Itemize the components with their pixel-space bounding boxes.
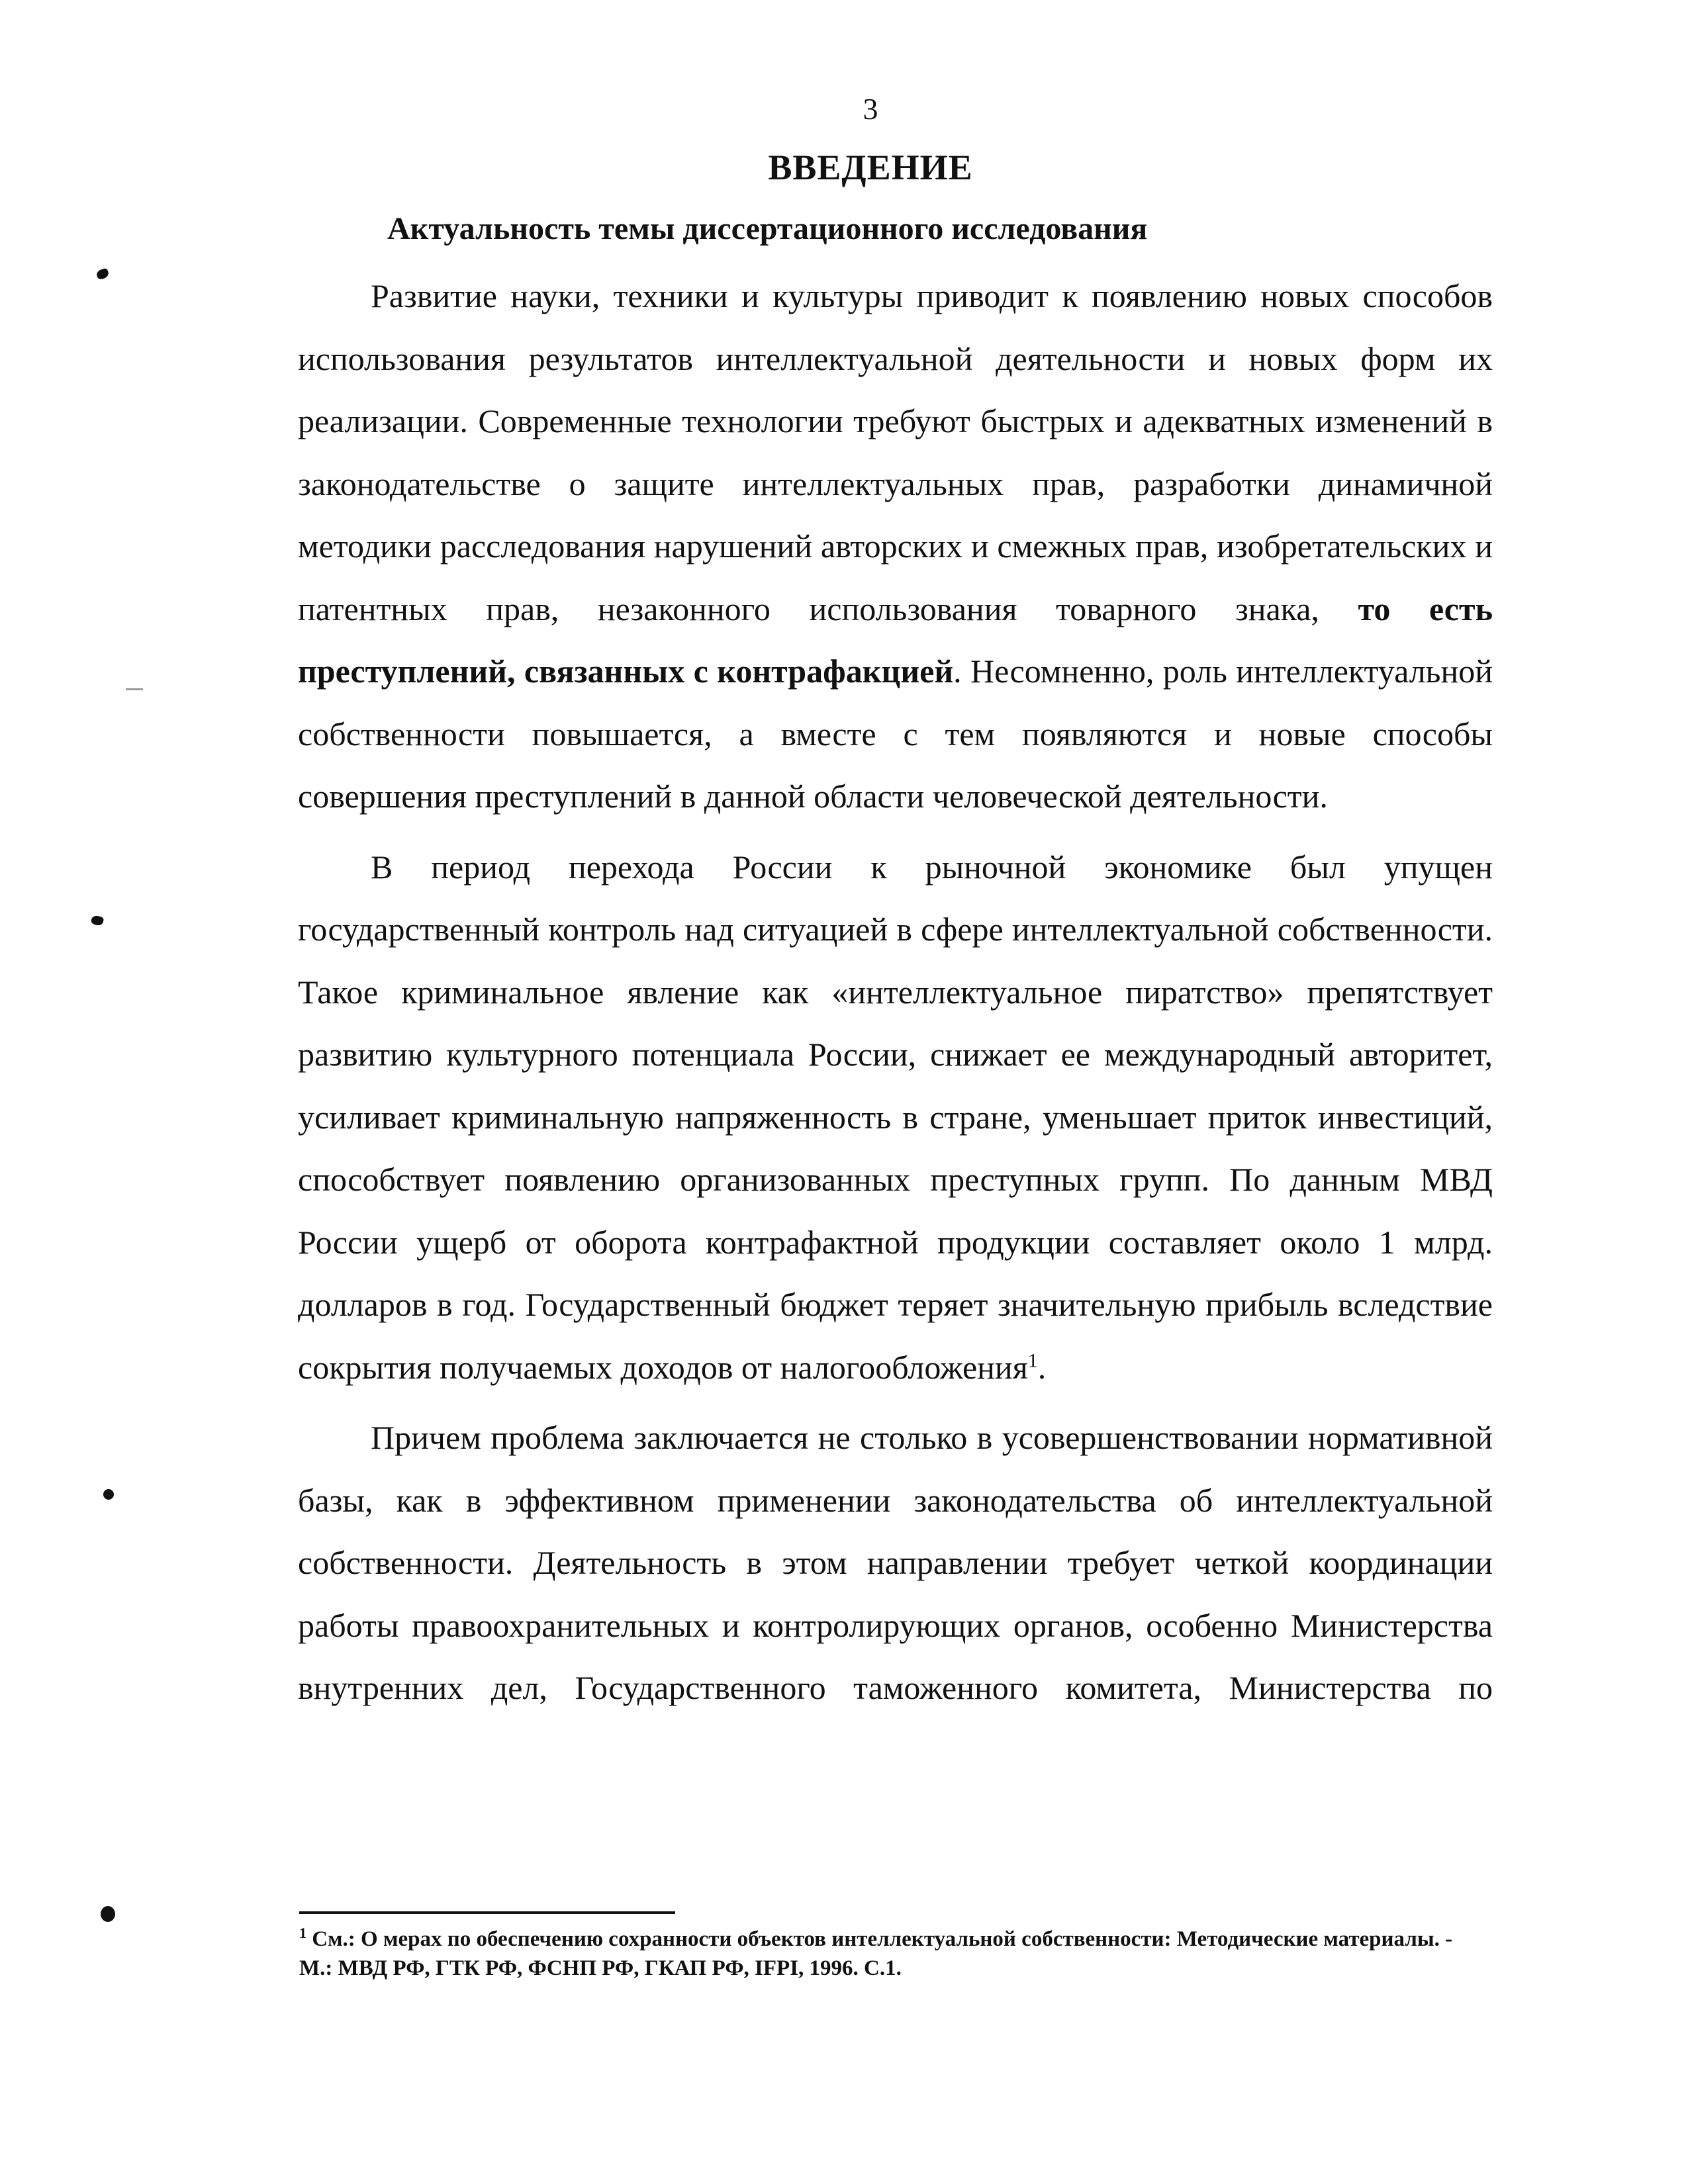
paragraph-1 xyxy=(298,265,1493,828)
margin-mark xyxy=(95,267,110,280)
paragraph-1-text-b: . Несомненно, роль интеллектуальной собственности повышается, а вместе с тем появляются и новые способы совершения преступлений в данной области человеческой деятельности. xyxy=(298,653,1493,815)
margin-mark xyxy=(101,1906,115,1922)
paragraph-3 xyxy=(298,1406,1493,1719)
page-number: 3 xyxy=(863,92,878,126)
margin-mark xyxy=(90,915,104,927)
footnote-marker: 1 xyxy=(299,1925,306,1941)
paragraph-2-text: В период перехода России к рыночной экономике был упущен государственный контроль над ситуацией в сфере интеллектуальной собственности. Такое криминальное явление как «интеллектуальное пиратство» препятствует развитию культурного потенциала России, снижает ее международный авторитет, усиливает криминальную напряженность в стране, уменьшает приток инвестиций, способствует появлению организованных преступных групп. По данным МВД России ущерб от оборота контрафактной продукции составляет около 1 млрд. долларов в год. Государственный бюджет теряет значительную прибыль вследствие сокрытия получаемых доходов от налогообложения xyxy=(298,848,1493,1386)
footnote-separator xyxy=(299,1911,675,1914)
footnote-reference: 1 xyxy=(1027,1349,1038,1371)
paragraph-2 xyxy=(298,836,1493,1399)
paragraph-1-bold-phrase: то есть преступлений, связанных с контрафакцией xyxy=(298,590,1493,690)
paragraph-2-end: . xyxy=(1037,1348,1047,1386)
page-title: ВВЕДЕНИЕ xyxy=(768,148,973,187)
footnote-text: См.: О мерах по обеспечению сохранности объектов интеллектуальной собственности: Методические материалы. - М.: МВД РФ, ГТК РФ, ФСНП РФ, ГКАП РФ, IFPI, 1996. С.1. xyxy=(299,1927,1453,1980)
paragraph-1-text-a: Развитие науки, техники и культуры приводит к появлению новых способов использования результатов интеллектуальной деятельности и новых форм их реализации. Современные технологии требуют быстрых и адекватных изменений в законодательстве о защите интеллектуальных прав, разработки динамичной методики расследования нарушений авторских и смежных прав, изобретательских и патентных прав, незаконного использования товарного знака, xyxy=(298,277,1493,627)
footnote xyxy=(299,1925,1464,1983)
body-text xyxy=(298,265,1493,1719)
paragraph-3-text: Причем проблема заключается не столько в усовершенствовании нормативной базы, как в эффективном применении законодательства об интеллектуальной собственности. Деятельность в этом направлении требует четкой координации работы правоохранительных и контролирующих органов, особенно Министерства внутренних дел, Государственного таможенного комитета, Министерства по xyxy=(298,1419,1493,1706)
scan-speck xyxy=(126,688,143,690)
margin-mark xyxy=(103,1489,114,1500)
section-subheading: Актуальность темы диссертационного исследования xyxy=(387,211,1148,246)
